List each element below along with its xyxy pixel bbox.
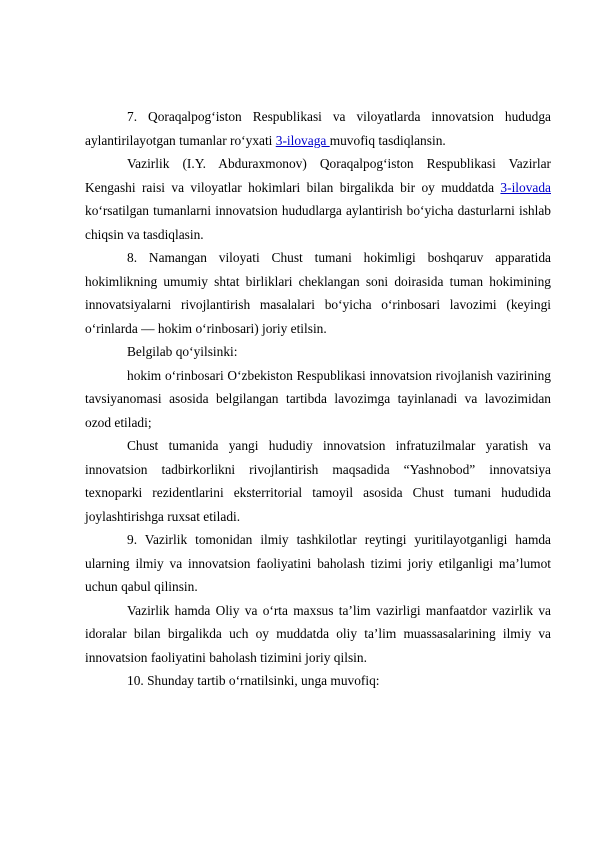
annex-3-link[interactable]: 3-ilovaga <box>275 132 330 148</box>
paragraph-7 <box>85 105 551 152</box>
paragraph-text: ko‘rsatilgan tumanlarni innovatsion hududlarga aylantirish bo‘yicha dasturlarni ishlab chiqsin va tasdiqlasin. <box>85 203 551 242</box>
paragraph-text: muvofiq tasdiqlansin. <box>329 132 446 148</box>
document-page <box>85 105 551 693</box>
paragraph-9: 9. Vazirlik tomonidan ilmiy tashkilotlar reytingi yuritilayotganligi hamda ularning ilmiy va innovatsion faoliyatini baholash tizimi joriy etilganligi ma’lumot uchun qabul qilinsin. <box>85 532 551 594</box>
paragraph-technopark: Chust tumanida yangi hududiy innovatsion infratuzilmalar yaratish va innovatsion tadbirkorlikni rivojlantirish maqsadida “Yashnobod” innovatsiya texnoparki rezidentlarini eksterritorial tamoyil asosida Chust tumani hududida joylashtirishga ruxsat etiladi. <box>85 438 551 524</box>
paragraph-evaluation-system: Vazirlik hamda Oliy va o‘rta maxsus ta’lim vazirligi manfaatdor vazirlik va idoralar bilan birgalikda uch oy muddatda oliy ta’lim muassasalarining ilmiy va innovatsion faoliyatini baholash tizimini joriy qilsin. <box>85 602 551 665</box>
paragraph-text: Vazirlik (I.Y. Abduraxmonov) Qoraqalpog‘iston Respublikasi Vazirlar Kengashi raisi va viloyatlar hokimlari bilan birgalikda bir oy muddatda <box>85 156 551 195</box>
paragraph-10: 10. Shunday tartib o‘rnatilsinki, unga muvofiq: <box>127 673 380 688</box>
paragraph-8: 8. Namangan viloyati Chust tumani hokimligi boshqaruv apparatida hokimlikning umumiy shtat birliklari cheklangan soni doirasida tuman hokimining innovatsiyalarni rivojlantirish masalalari bo‘yicha o‘rinbosari lavozimi (keyingi o‘rinlarda — hokim o‘rinbosari) joriy etilsin. <box>85 250 551 336</box>
paragraph-ministry-programs <box>85 152 551 246</box>
annex-3-link[interactable]: 3-ilovada <box>500 179 551 195</box>
paragraph-text: 7. Qoraqalpog‘iston Respublikasi va viloyatlarda innovatsion hududga aylantirilayotgan tumanlar ro‘yxati <box>85 109 551 148</box>
paragraph-deputy-appointment: hokim o‘rinbosari O‘zbekiston Respublikasi innovatsion rivojlanish vazirining tavsiyanomasi asosida belgilangan tartibda lavozimga tayinlanadi va lavozimidan ozod etiladi; <box>85 367 551 430</box>
paragraph-established: Belgilab qo‘yilsinki: <box>127 344 238 359</box>
